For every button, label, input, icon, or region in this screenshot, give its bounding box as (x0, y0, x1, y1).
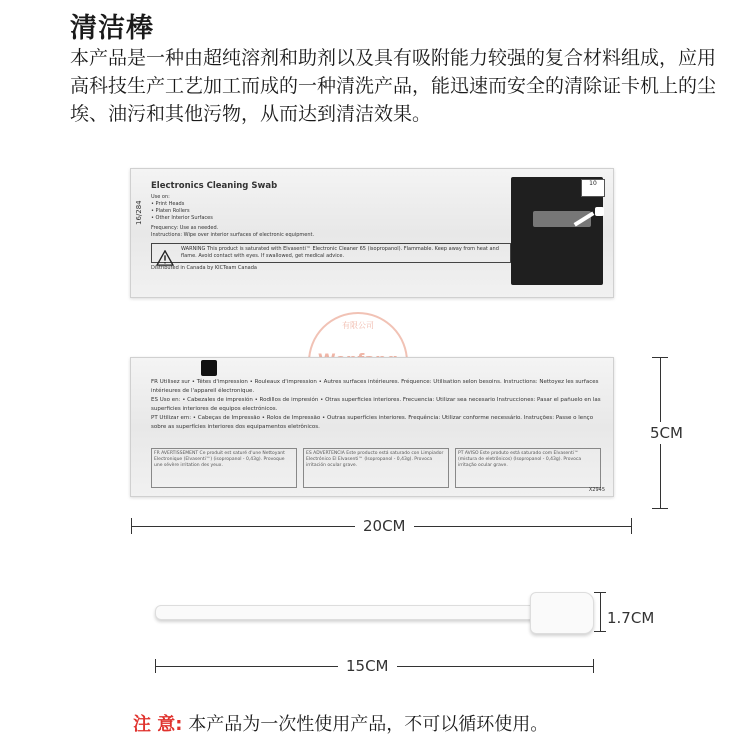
portuguese-text: PT Utilizar em: • Cabeças de Impressão • Rolos de Impressão • Outras superfícies interiores. Frequência: Utilizar conforme necessário. Instruções: Passe o lenço sobre as superfícies interiores dos equipamentos eletrônicos. (151, 415, 594, 430)
width-dim-label: 20CM (355, 517, 414, 535)
length-dim-tick-right (593, 659, 594, 673)
diagram-tab: 10 (581, 179, 605, 197)
usage-note (133, 710, 548, 736)
product-code: X2945 (588, 487, 605, 493)
tear-notch (201, 360, 217, 376)
page-title: 清洁棒 (70, 13, 154, 44)
note-text: 本产品为一次性使用产品，不可以循环使用。 (188, 714, 549, 735)
french-text: FR Utilisez sur • Têtes d'impression • Rouleaux d'impression • Autres surfaces intérieures. Fréquence: Utilisation selon besoins. Instructions: Nettoyez les surfaces intérieures de l'appareil électronique. (151, 379, 599, 394)
product-description: 本产品是一种由超纯溶剂和助剂以及具有吸附能力较强的复合材料组成，应用高科技生产工艺加工而成的一种清洗产品，能迅速而安全的清除证卡机上的尘埃、油污和其他污物，从而达到清洁效果。 (70, 47, 717, 125)
head-dim-line (600, 592, 601, 632)
seal-ring-text: 有限公司 (342, 321, 374, 330)
use-item: • Platen Rollers (151, 208, 190, 214)
note-label: 注 意: (133, 714, 183, 735)
swab-head (530, 592, 594, 634)
multilingual-text (151, 378, 601, 432)
head-dim-tick-top (594, 592, 606, 593)
warning-fr: FR AVERTISSEMENT Ce produit est saturé d'une Nettoyant Electronique (Elvasenti™) (isopropanol - 0,43g). Provoque une sévère irritation des yeux. (151, 448, 297, 488)
height-dim-tick-top (652, 357, 668, 358)
warning-columns (151, 448, 601, 488)
package-title: Electronics Cleaning Swab (151, 181, 278, 191)
head-dim-tick-bottom (594, 631, 606, 632)
swab-tip (595, 207, 604, 216)
warning-icon (156, 250, 174, 266)
frequency-text: Frequency: Use as needed. (151, 225, 219, 231)
use-on-label: Use on: (151, 194, 170, 200)
use-item: • Other Interior Surfaces (151, 215, 213, 221)
instructions-text: Instructions: Wipe over interior surfaces of electronic equipment. (151, 232, 315, 238)
warning-es: ES ADVERTENCIA Este producto está saturado con Limpiador Electrónico El Elvasenti™ (Isopropanol - 0,43g). Provoca irritación ocular grave. (303, 448, 449, 488)
package-label (151, 183, 511, 272)
length-dim-label: 15CM (338, 657, 397, 675)
width-dim-tick-right (631, 518, 632, 534)
swab-package-back (130, 357, 614, 497)
swab-package-front (130, 168, 614, 298)
warning-pt: PT AVISO Este produto está saturado com Elvasenti™ (mistura de eletrônicos) (Isopropanol - 0,43g). Provoca irritação ocular grave. (455, 448, 601, 488)
length-dim-tick-left (155, 659, 156, 673)
printer-illustration (511, 177, 603, 285)
head-dim-label: 1.7CM (607, 609, 655, 627)
warning-box (151, 243, 511, 263)
spanish-text: ES Uso en: • Cabezales de impresión • Rodillos de impresión • Otras superficies interiores. Frecuencia: Utilizar sea necesario Instrucciones: Pasar el pañuelo en las superficies interiores de equipos electrónicos. (151, 397, 601, 412)
height-dim-label: 5CM (650, 424, 683, 442)
distributor-text: Distributed in Canada by KICTeam Canada (151, 265, 257, 271)
width-dim-tick-left (131, 518, 132, 534)
height-dim-tick-bottom (652, 508, 668, 509)
lot-number: 16/284 (135, 200, 143, 225)
use-item: • Print Heads (151, 201, 185, 207)
warning-text: WARNING This product is saturated with Elvasenti™ Electronic Cleaner 65 (isopropanol). Flammable. Keep away from heat and flame. Avoid contact with eyes. If swallowed, get medical advice. (181, 246, 499, 259)
swab-handle (155, 605, 537, 620)
